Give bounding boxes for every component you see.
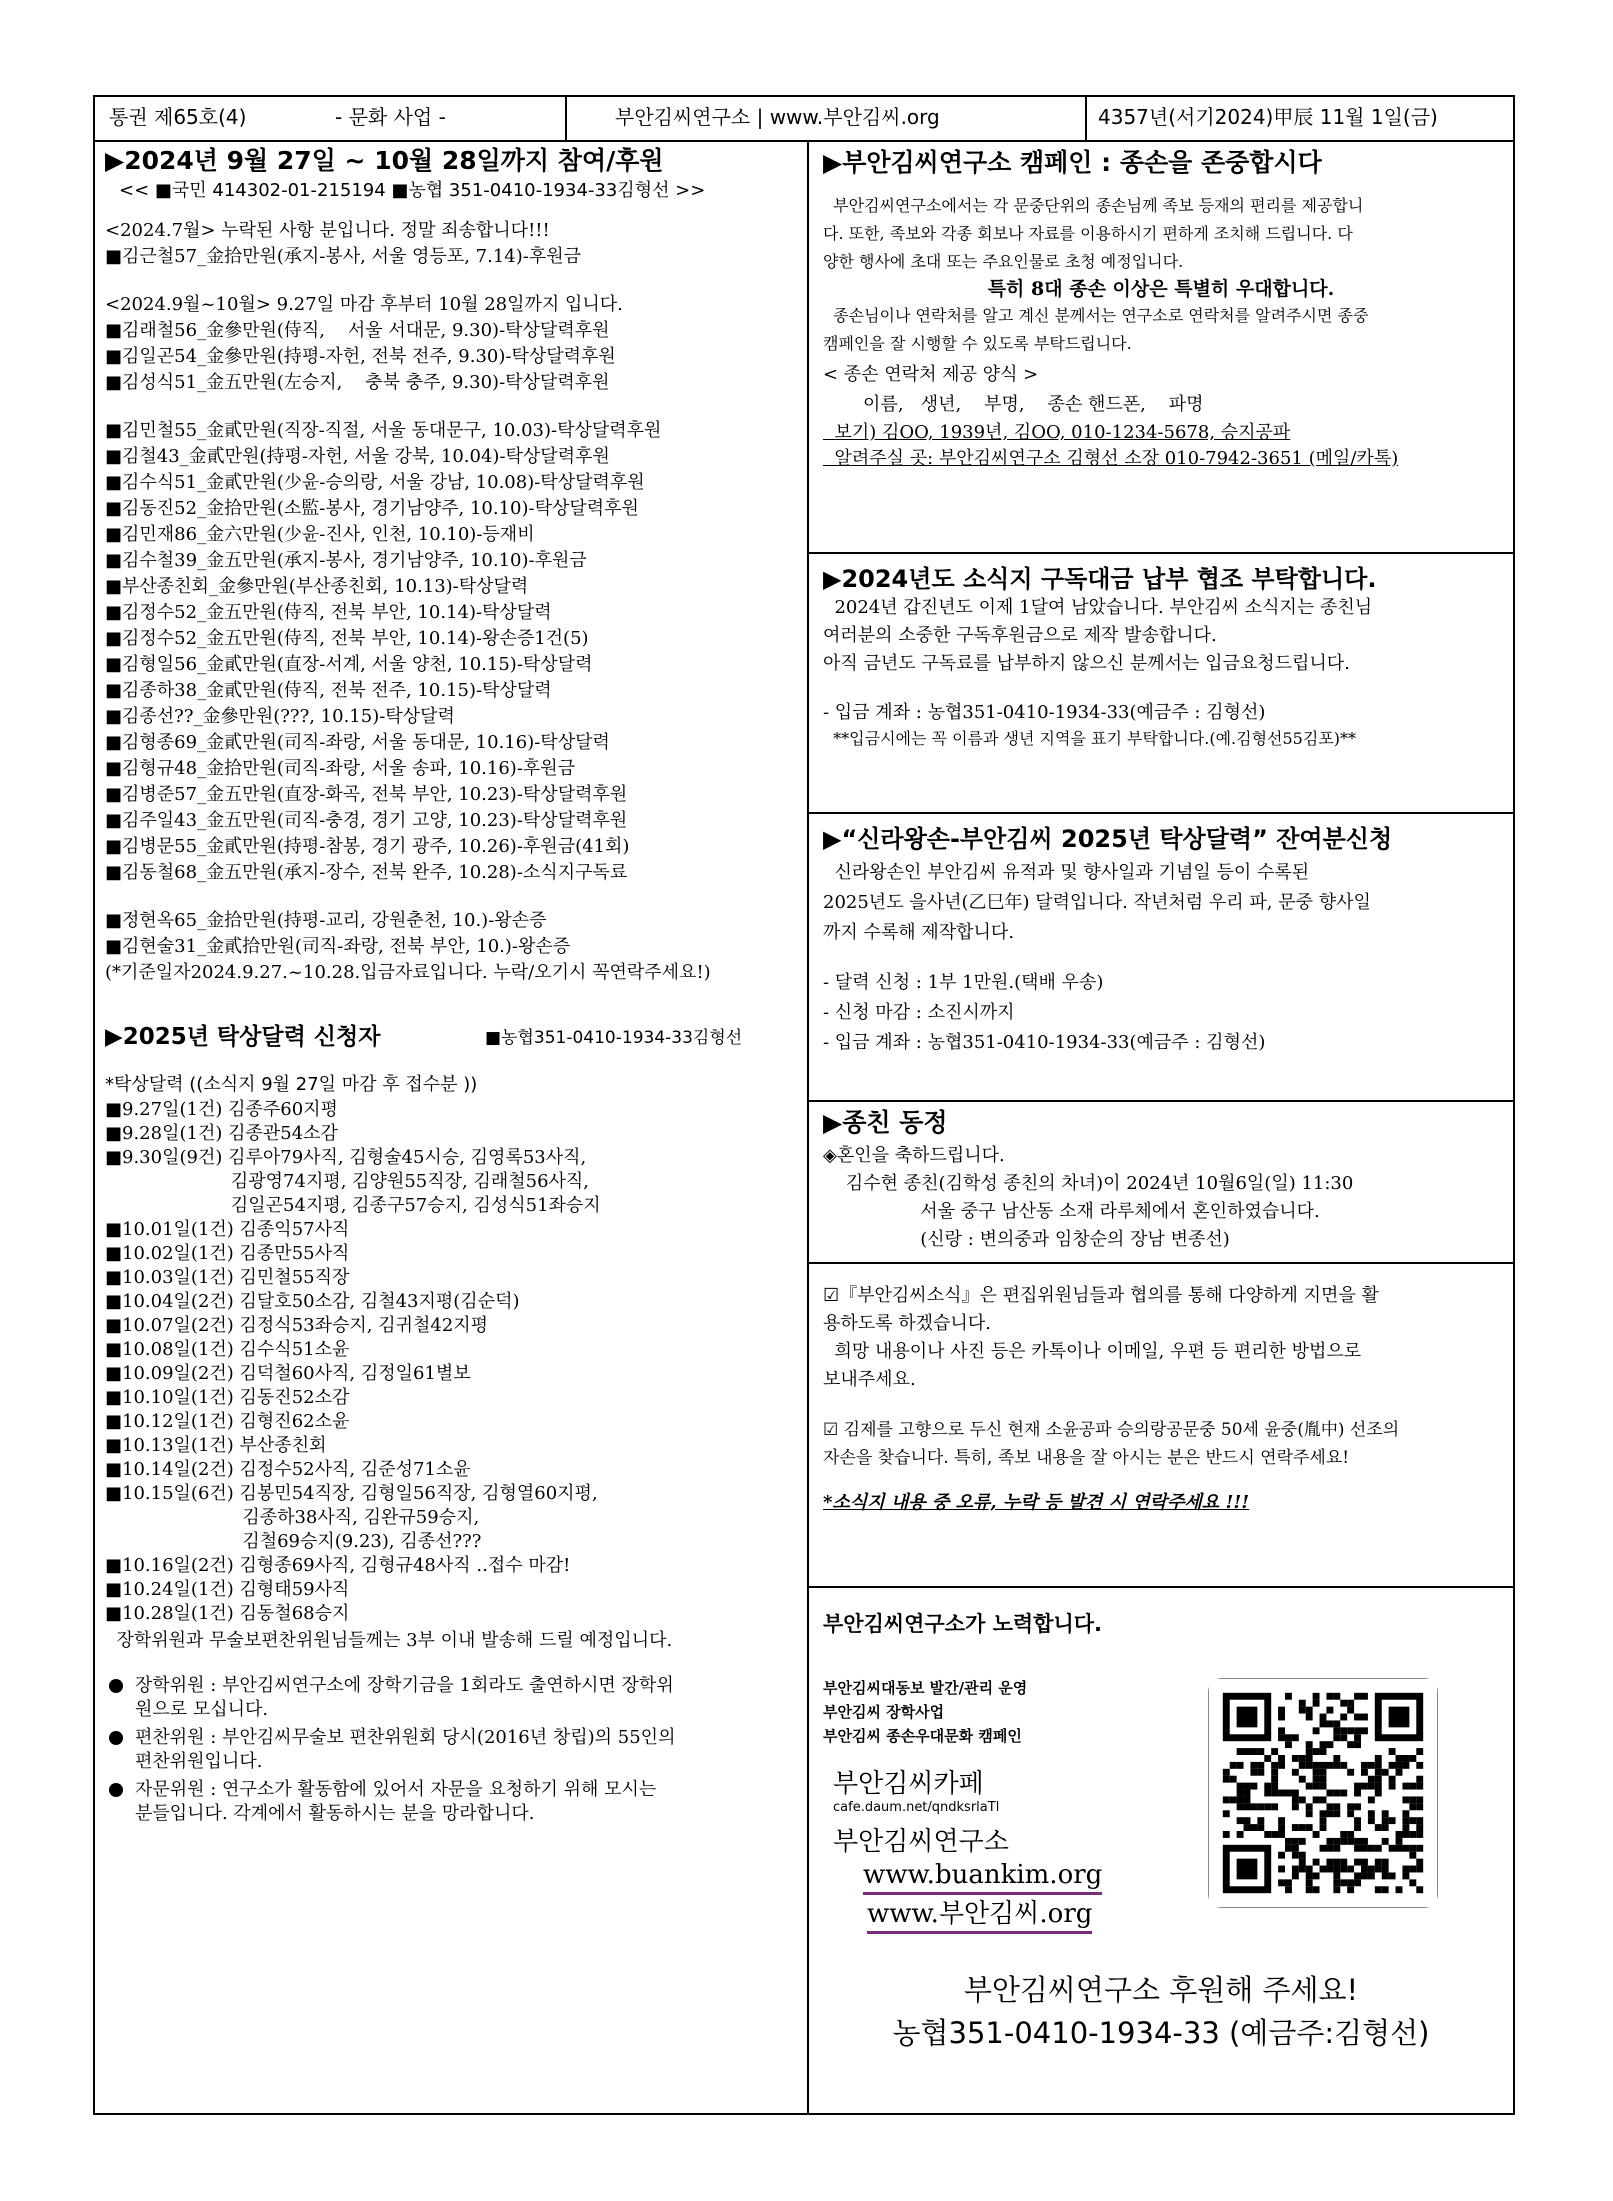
donation-entry: ■김수철39_金五만원(承지-봉사, 경기남양주, 10.10)-후원금: [105, 550, 587, 571]
donation-entry: ■김민철55_金貳만원(직장-직절, 서울 동대문구, 10.03)-탁상달력후원: [105, 420, 662, 441]
calendar-applicant-line: ■9.30일(9건) 김루아79사직, 김형술45시승, 김영록53사직,: [105, 1147, 587, 1168]
calendar-applicant-line: ■10.04일(2건) 김달호50소감, 김철43지평(김순덕): [105, 1291, 520, 1312]
july-heading: <2024.7월> 누락된 사항 분입니다. 정말 죄송합니다!!!: [105, 220, 550, 241]
calendar-title: ▶2025년 탁상달력 신청자: [105, 1024, 381, 1050]
donation-entry: ■김형종69_金貳만원(司직-좌랑, 서울 동대문, 10.16)-탁상달력: [105, 732, 610, 753]
news-line: ◈혼인을 축하드립니다.: [823, 1145, 1005, 1166]
notice-line: 자손을 찾습니다. 특히, 족보 내용을 잘 아시는 분은 반드시 연락주세요!: [823, 1448, 1350, 1468]
donation-entry: ■김병문55_金貳만원(持평-참봉, 경기 광주, 10.26)-후원금(41회): [105, 836, 630, 857]
newsletter-page: [93, 95, 1515, 2115]
donation-entry: ■정현옥65_金拾만원(持평-교리, 강원춘천, 10.)-왕손증: [105, 910, 547, 931]
notice-line: 희망 내용이나 사진 등은 카톡이나 이메일, 우편 등 편리한 방법으로: [823, 1341, 1362, 1362]
calendar-applicant-line: ■10.07일(2건) 김정식53좌승지, 김귀철42지평: [105, 1315, 489, 1336]
subscription-account: - 입금 계좌 : 농협351-0410-1934-33(예금주 : 김형선): [823, 702, 1266, 723]
form-example: 보기) 김OO, 1939년, 김OO, 010-1234-5678, 승지공파: [823, 422, 1291, 443]
calendar-applicant-line: ■10.15일(6건) 김봉민54직장, 김형일56직장, 김형열60지평,: [105, 1483, 598, 1504]
notice-line: ☑『부안김씨소식』은 편집위원님들과 협의를 통해 다양하게 지면을 활: [823, 1285, 1379, 1306]
committee-text: 원으로 모십니다.: [135, 1699, 269, 1720]
calendar-applicant-line: ■10.08일(1건) 김수식51소윤: [105, 1339, 350, 1360]
donation-entry: ■김성식51_金五만원(左승지, 충북 충주, 9.30)-탁상달력후원: [105, 372, 610, 393]
news-title: ▶종친 동정: [823, 1108, 948, 1137]
calendar-offer-text: 2025년도 을사년(乙巳年) 달력입니다. 작년처럼 우리 파, 문중 향사일: [823, 892, 1371, 913]
sept-heading: <2024.9월~10월> 9.27일 마감 후부터 10월 28일까지 입니다.: [105, 294, 623, 315]
campaign-text: 종손님이나 연락처를 알고 계신 분께서는 연구소로 연락처를 알려주시면 종중: [823, 306, 1369, 325]
donation-footnote: (*기준일자2024.9.27.~10.28.입금자료입니다. 누락/오기시 꼭연락주세요!): [105, 962, 711, 983]
activity-item: 부안김씨 종손우대문화 캠페인: [823, 1727, 1022, 1745]
section-label: - 문화 사업 -: [335, 105, 446, 129]
cafe-url[interactable]: cafe.daum.net/qndksrlaTl: [833, 1800, 1000, 1815]
issue-number: 통권 제65호(4): [109, 105, 247, 129]
campaign-text: 양한 행사에 초대 또는 주요인물로 초청 예정입니다.: [823, 252, 1184, 271]
support-account: 농협351-0410-1934-33 (예금주:김형선): [892, 2016, 1430, 2050]
calendar-applicant-line: ■9.27일(1건) 김종주60지평: [105, 1099, 338, 1120]
calendar-offer-box: [809, 816, 1513, 1102]
calendar-applicant-line: ■10.03일(1건) 김민철55직장: [105, 1267, 350, 1288]
news-line: 서울 중구 남산동 소재 라루체에서 혼인하였습니다.: [823, 1201, 1320, 1222]
donation-entry: ■김현술31_金貳拾만원(司직-좌랑, 전북 부안, 10.)-왕손증: [105, 936, 571, 957]
qr-code[interactable]: [1208, 1678, 1438, 1908]
calendar-applicant-line: ■10.16일(2건) 김형종69사직, 김형규48사직 ..접수 마감!: [105, 1555, 571, 1576]
committee-text: 편찬위원입니다.: [135, 1751, 263, 1772]
donation-entry: ■김병준57_金五만원(直장-화곡, 전북 부안, 10.23)-탁상달력후원: [105, 784, 628, 805]
donation-entry: ■김근철57_金拾만원(承지-봉사, 서울 영등포, 7.14)-후원금: [105, 246, 582, 267]
campaign-title: ▶부안김씨연구소 캠페인 : 종손을 존중합시다: [823, 148, 1322, 177]
activity-item: 부안김씨 장학사업: [823, 1703, 945, 1721]
calendar-account: ■농협351-0410-1934-33김형선: [485, 1028, 743, 1048]
news-line: (신랑 : 변의중과 임창순의 장남 변종선): [823, 1229, 1230, 1250]
calendar-offer-item: - 신청 마감 : 소진시까지: [823, 1002, 1015, 1023]
institute-title: 부안김씨연구소가 노력합니다.: [823, 1612, 1103, 1636]
publisher-label: 부안김씨연구소 | www.부안김씨.org: [615, 105, 940, 129]
committee-item: [105, 1778, 801, 1826]
right-column: [809, 142, 1513, 2113]
page-header: [95, 97, 1513, 142]
activity-item: 부안김씨대동보 발간/관리 운영: [823, 1679, 1028, 1697]
support-request: 부안김씨연구소 후원해 주세요!: [963, 1973, 1359, 2007]
donation-entry: ■김래철56_金參만원(侍직, 서울 서대문, 9.30)-탁상달력후원: [105, 320, 610, 341]
subscription-text: 2024년 갑진년도 이제 1달여 남았습니다. 부안김씨 소식지는 종친님: [823, 597, 1373, 618]
notice-line: 보내주세요.: [823, 1369, 916, 1390]
calendar-applicant-line: ■10.01일(1건) 김종익57사직: [105, 1219, 350, 1240]
calendar-applicant-line: ■10.13일(1건) 부산종친회: [105, 1435, 327, 1456]
calendar-applicant-line: ■10.14일(2건) 김정수52사직, 김준성71소윤: [105, 1459, 471, 1480]
calendar-offer-title: ▶“신라왕손-부안김씨 2025년 탁상달력” 잔여분신청: [823, 825, 1393, 853]
calendar-applicant-line: 김일곤54지평, 김종구57승지, 김성식51좌승지: [105, 1195, 601, 1216]
issue-date: 4357년(서기2024)甲辰 11월 1일(금): [1098, 105, 1438, 129]
campaign-special: 특히 8대 종손 이상은 특별히 우대합니다.: [987, 278, 1335, 300]
campaign-text: 캠페인을 잘 시행할 수 있도록 부탁드립니다.: [823, 334, 1132, 353]
institute-label: 부안김씨연구소: [833, 1827, 1009, 1857]
donation-entry: ■김정수52_金五만원(侍직, 전북 부안, 10.14)-탁상달력: [105, 602, 552, 623]
calendar-offer-item: - 달력 신청 : 1부 1만원.(택배 우송): [823, 972, 1104, 993]
calendar-applicant-line: 김광영74지평, 김양원55직장, 김래철56사직,: [105, 1171, 590, 1192]
news-box: [809, 1104, 1513, 1264]
donation-entry: ■김정수52_金五만원(侍직, 전북 부안, 10.14)-왕손증1건(5): [105, 628, 589, 649]
campaign-text: 다. 또한, 족보와 각종 회보나 자료를 이용하시기 편하게 조치해 드립니다. 다: [823, 224, 1353, 243]
donation-entry: ■김수식51_金貳만원(少윤-승의랑, 서울 강남, 10.08)-탁상달력후원: [105, 472, 645, 493]
form-title: < 종손 연락처 제공 양식 >: [823, 364, 1039, 385]
calendar-applicant-line: ■9.28일(1건) 김종관54소감: [105, 1123, 338, 1144]
committee-text: 편찬위원 : 부안김씨무술보 편찬위원회 당시(2016년 창립)의 55인의: [135, 1727, 676, 1748]
subscription-text: 여러분의 소중한 구독후원금으로 제작 발송합니다.: [823, 625, 1217, 646]
calendar-applicant-line: ■10.12일(1건) 김형진62소윤: [105, 1411, 350, 1432]
notices-box: [809, 1266, 1513, 1588]
committee-item: [105, 1674, 801, 1722]
donation-entry: ■김종선??_金參만원(???, 10.15)-탁상달력: [105, 706, 455, 727]
donation-entry: ■김철43_金貳만원(持평-자헌, 서울 강북, 10.04)-탁상달력후원: [105, 446, 610, 467]
calendar-offer-text: 까지 수록해 제작합니다.: [823, 922, 1015, 943]
calendar-closing: 장학위원과 무술보편찬위원님들께는 3부 이내 발송해 드릴 예정입니다.: [105, 1630, 673, 1651]
donation-entry: ■김종하38_金貳만원(侍직, 전북 전주, 10.15)-탁상달력: [105, 680, 552, 701]
cafe-label: 부안김씨카페: [833, 1769, 984, 1799]
bullet-icon: [109, 1731, 123, 1745]
campaign-text: 부안김씨연구소에서는 각 문중단위의 종손님께 족보 등재의 편리를 제공합니: [823, 196, 1364, 215]
calendar-applicant-line: 김종하38사직, 김완규59승지,: [105, 1507, 480, 1528]
campaign-box: [809, 142, 1513, 554]
error-report-notice: *소식지 내용 중 오류, 누락 등 발견 시 연락주세요 !!!: [823, 1492, 1250, 1513]
donation-entry: ■김동진52_金拾만원(소監-봉사, 경기남양주, 10.10)-탁상달력후원: [105, 498, 639, 519]
subscription-title: ▶2024년도 소식지 구독대금 납부 협조 부탁합니다.: [823, 565, 1377, 593]
donation-entry: ■김주일43_金五만원(司직-충경, 경기 고양, 10.23)-탁상달력후원: [105, 810, 628, 831]
donation-entry: ■김형일56_金貳만원(直장-서계, 서울 양천, 10.15)-탁상달력: [105, 654, 593, 675]
committee-text: 장학위원 : 부안김씨연구소에 장학기금을 1회라도 출연하시면 장학위: [135, 1675, 674, 1696]
subscription-text: 아직 금년도 구독료를 납부하지 않으신 분께서는 입금요청드립니다.: [823, 653, 1350, 674]
subscription-box: [809, 556, 1513, 814]
calendar-applicant-line: ■10.02일(1건) 김종만55사직: [105, 1243, 350, 1264]
website-link-1[interactable]: www.buankim.org: [863, 1858, 1102, 1895]
form-contact: 알려주실 곳: 부안김씨연구소 김형선 소장 010-7942-3651 (메일/카톡): [823, 448, 1399, 469]
left-column: [95, 142, 807, 2113]
notice-line: 용하도록 하겠습니다.: [823, 1313, 991, 1334]
donation-entry: ■김동철68_金五만원(承지-장수, 전북 완주, 10.28)-소식지구독료: [105, 862, 628, 883]
calendar-note: *탁상달력 ((소식지 9월 27일 마감 후 접수분 )): [105, 1074, 478, 1095]
notice-line: ☑ 김제를 고향으로 두신 현재 소윤공파 승의랑공문중 50세 윤중(胤中) 선조의: [823, 1420, 1400, 1440]
donation-entry: ■김일곤54_金參만원(持평-자헌, 전북 전주, 9.30)-탁상달력후원: [105, 346, 616, 367]
bullet-icon: [109, 1783, 123, 1797]
calendar-applicant-line: ■10.09일(2건) 김덕철60사직, 김정일61별보: [105, 1363, 471, 1384]
donations-title: ▶2024년 9월 27일 ~ 10월 28일까지 참여/후원: [105, 146, 664, 175]
calendar-applicant-line: ■10.10일(1건) 김동진52소감: [105, 1387, 350, 1408]
calendar-offer-item: - 입금 계좌 : 농협351-0410-1934-33(예금주 : 김형선): [823, 1032, 1266, 1053]
donation-entry: ■부산종친회_金參만원(부산종친회, 10.13)-탁상달력: [105, 576, 529, 597]
committee-text: 분들입니다. 각계에서 활동하시는 분을 망라합니다.: [135, 1803, 535, 1824]
bullet-icon: [109, 1679, 123, 1693]
calendar-offer-text: 신라왕손인 부안김씨 유적과 및 향사일과 기념일 등이 수록된: [823, 862, 1310, 883]
committee-text: 자문위원 : 연구소가 활동함에 있어서 자문을 요청하기 위해 모시는: [135, 1779, 657, 1800]
institute-box: [809, 1590, 1513, 2113]
form-fields: 이름, 생년, 부명, 종손 핸드폰, 파명: [823, 394, 1204, 415]
committee-item: [105, 1726, 801, 1774]
website-link-2[interactable]: www.부안김씨.org: [867, 1897, 1092, 1934]
donation-entry: ■김민재86_金六만원(少윤-진사, 인천, 10.10)-등재비: [105, 524, 535, 545]
calendar-applicant-line: ■10.24일(1건) 김형태59사직: [105, 1579, 350, 1600]
news-line: 김수현 종친(김학성 종친의 차녀)이 2024년 10월6일(일) 11:30: [823, 1173, 1354, 1194]
donation-entry: ■김형규48_金拾만원(司직-좌랑, 서울 송파, 10.16)-후원금: [105, 758, 576, 779]
calendar-applicant-line: 김철69승지(9.23), 김종선???: [105, 1531, 482, 1552]
calendar-applicant-line: ■10.28일(1건) 김동철68승지: [105, 1603, 350, 1624]
subscription-note: **입금시에는 꼭 이름과 생년 지역을 표기 부탁합니다.(예.김형선55김포)**: [823, 729, 1357, 748]
donation-accounts: << ■국민 414302-01-215194 ■농협 351-0410-1934-33김형선 >>: [119, 180, 706, 201]
